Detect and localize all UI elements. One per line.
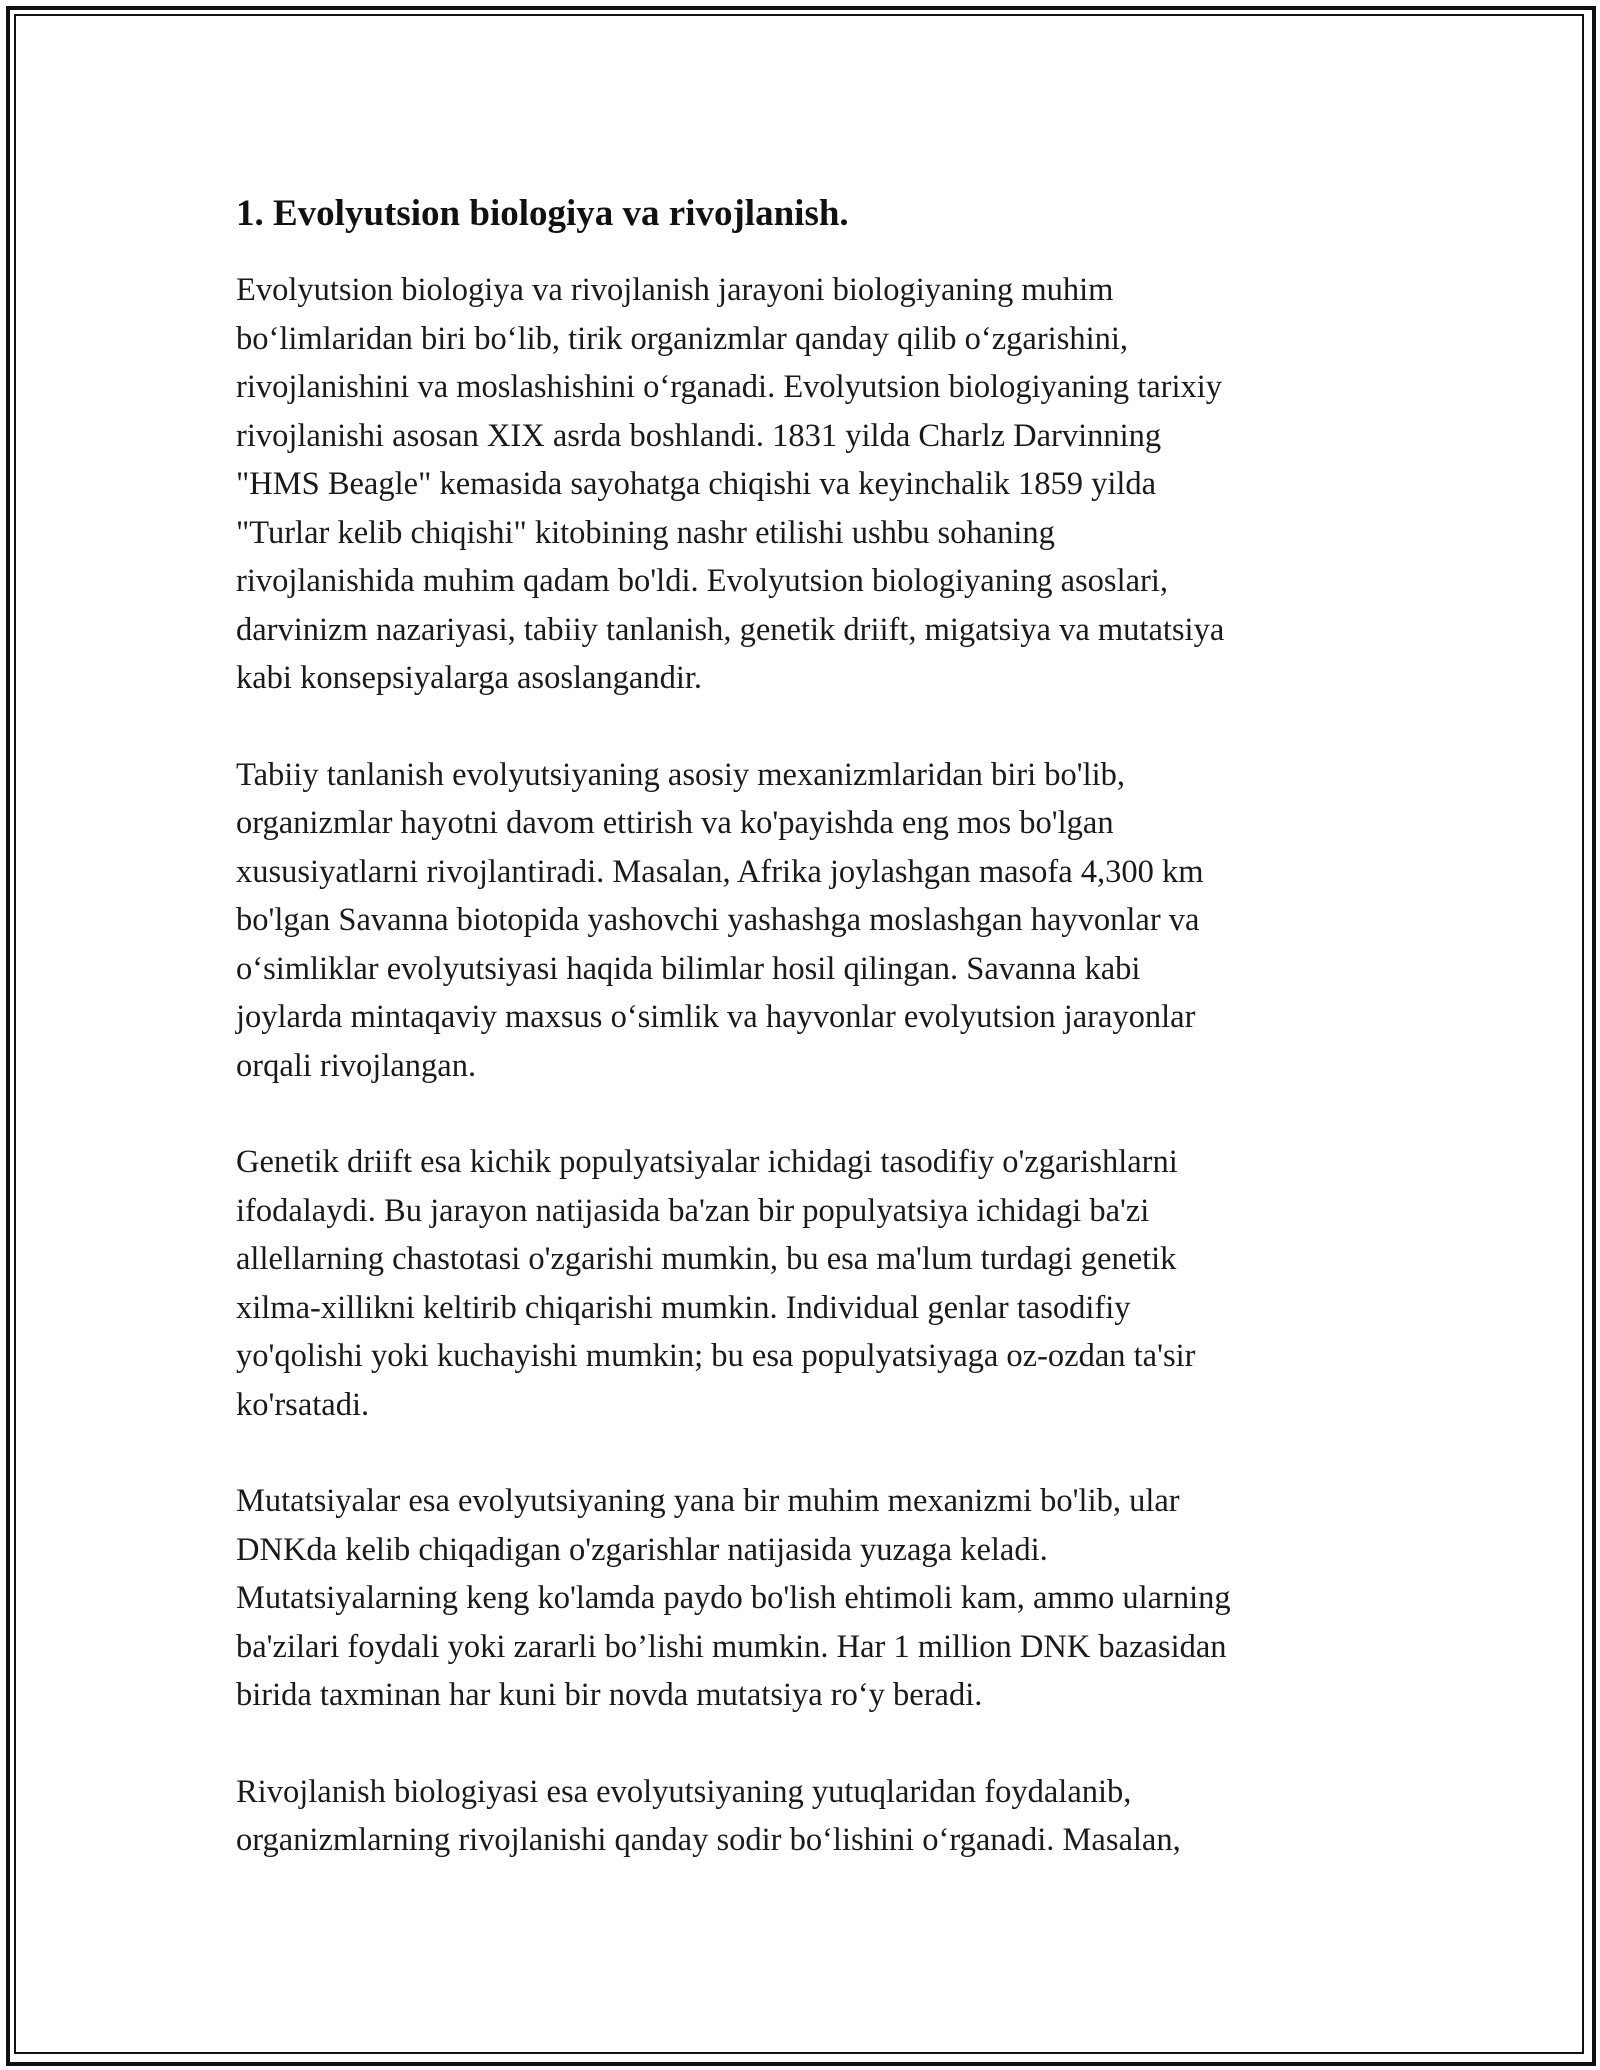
text-line: Evolyutsion biologiya va rivojlanish jarayoni biologiyaning muhim xyxy=(236,272,1114,308)
text-line: "HMS Beagle" kemasida sayohatga chiqishi va keyinchalik 1859 yilda xyxy=(236,466,1157,502)
text-line: xususiyatlarni rivojlantiradi. Masalan, Afrika joylashgan masofa 4,300 km xyxy=(236,853,1204,890)
text-line: xilma-xillikni keltirib chiqarishi mumkin. Individual genlar tasodifiy xyxy=(236,1289,1131,1326)
document-body xyxy=(236,188,1366,1913)
text-line: orqali rivojlangan. xyxy=(236,1047,477,1084)
text-line: organizmlarning rivojlanishi qanday sodir bo‘lishini o‘rganadi. Masalan, xyxy=(236,1822,1181,1858)
text-line: kabi konsepsiyalarga asoslangandir. xyxy=(236,660,703,696)
text-line: joylarda mintaqaviy maxsus o‘simlik va hayvonlar evolyutsion jarayonlar xyxy=(236,999,1196,1035)
text-line: rivojlanishini va moslashishini o‘rganadi. Evolyutsion biologiyaning tarixiy xyxy=(236,369,1223,405)
paragraph-mutations xyxy=(236,1477,1366,1720)
text-line: rivojlanishida muhim qadam bo'ldi. Evolyutsion biologiyaning asoslari, xyxy=(236,563,1169,599)
section-heading: 1. Evolyutsion biologiya va rivojlanish. xyxy=(236,193,849,234)
text-line: Mutatsiyalar esa evolyutsiyaning yana bir muhim mexanizmi bo'lib, ular xyxy=(236,1483,1180,1519)
text-line: birida taxminan har kuni bir novda mutatsiya ro‘y beradi. xyxy=(236,1677,983,1713)
text-line: yo'qolishi yoki kuchayishi mumkin; bu esa populyatsiyaga oz-ozdan ta'sir xyxy=(236,1338,1196,1374)
paragraph-developmental-biology xyxy=(236,1768,1366,1865)
paragraph-natural-selection xyxy=(236,751,1366,1091)
text-line: bo‘limlaridan biri bo‘lib, tirik organizmlar qanday qilib o‘zgarishini, xyxy=(236,320,1129,357)
text-line: darvinizm nazariyasi, tabiiy tanlanish, genetik driift, migatsiya va mutatsiya xyxy=(236,611,1225,648)
text-line: ifodalaydi. Bu jarayon natijasida ba'zan bir populyatsiya ichidagi ba'zi xyxy=(236,1192,1150,1229)
text-line: DNKda kelib chiqadigan o'zgarishlar natijasida yuzaga keladi. xyxy=(236,1531,1048,1568)
text-line: Mutatsiyalarning keng ko'lamda paydo bo'lish ehtimoli kam, ammo ularning xyxy=(236,1580,1231,1616)
text-line: allellarning chastotasi o'zgarishi mumkin, bu esa ma'lum turdagi genetik xyxy=(236,1241,1177,1277)
text-line: o‘simliklar evolyutsiyasi haqida bilimlar hosil qilingan. Savanna kabi xyxy=(236,950,1141,987)
paragraph-evolution-history xyxy=(236,266,1366,703)
text-line: rivojlanishi asosan XIX asrda boshlandi. 1831 yilda Charlz Darvinning xyxy=(236,417,1162,454)
text-line: Rivojlanish biologiyasi esa evolyutsiyaning yutuqlaridan foydalanib, xyxy=(236,1773,1132,1810)
text-line: bo'lgan Savanna biotopida yashovchi yashashga moslashgan hayvonlar va xyxy=(236,902,1200,938)
text-line: ko'rsatadi. xyxy=(236,1386,370,1423)
text-line: Tabiiy tanlanish evolyutsiyaning asosiy mexanizmlaridan biri bo'lib, xyxy=(236,756,1126,793)
text-line: organizmlar hayotni davom ettirish va ko'payishda eng mos bo'lgan xyxy=(236,805,1114,841)
text-line: Genetik driift esa kichik populyatsiyalar ichidagi tasodifiy o'zgarishlarni xyxy=(236,1144,1178,1180)
text-line: ba'zilari foydali yoki zararli bo’lishi mumkin. Har 1 million DNK bazasidan xyxy=(236,1628,1227,1665)
paragraph-genetic-drift xyxy=(236,1138,1366,1429)
text-line: "Turlar kelib chiqishi" kitobining nashr etilishi ushbu sohaning xyxy=(236,514,1055,551)
